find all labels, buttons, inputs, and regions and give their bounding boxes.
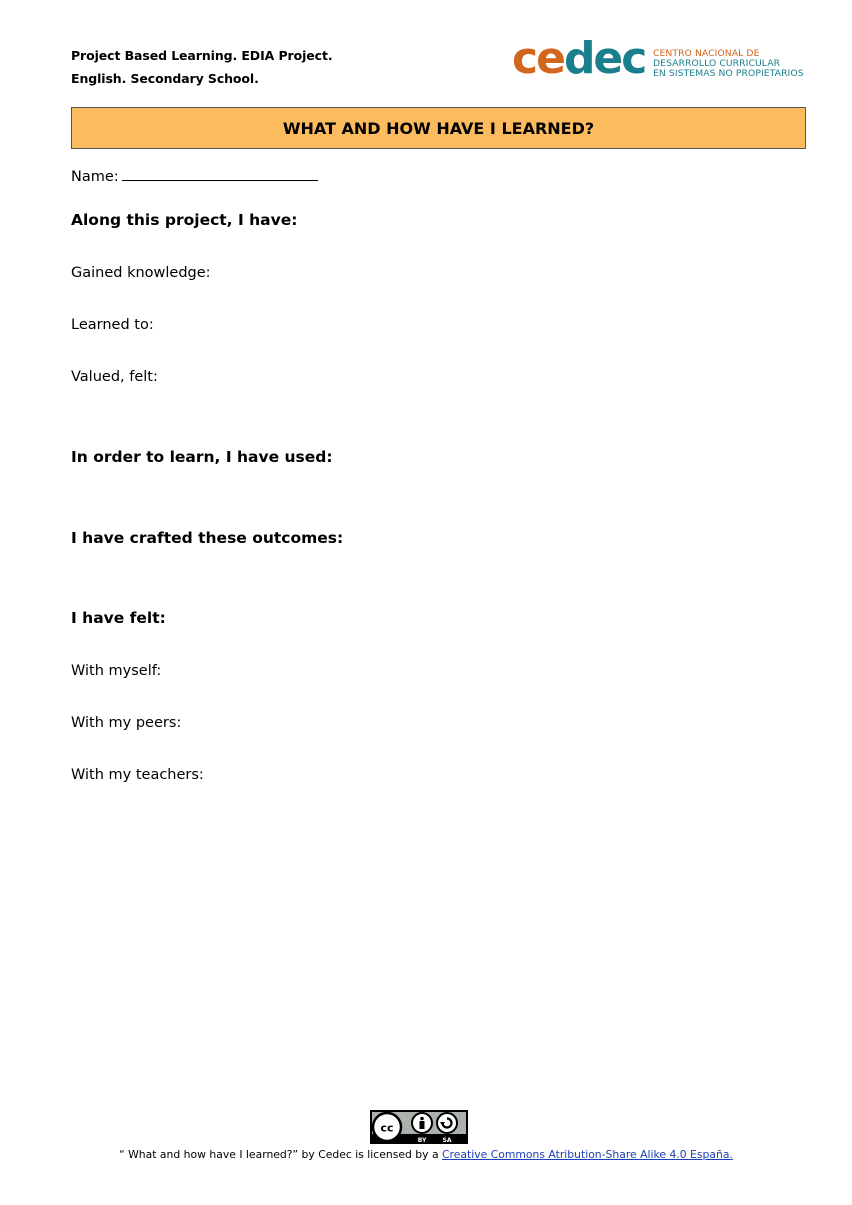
logo-subtitle [653, 49, 804, 79]
item-learned-to: Learned to: [71, 317, 154, 333]
cc-badge-by-label: BY [417, 1137, 427, 1144]
logo-brand-part-2: dec [563, 33, 646, 84]
logo-subtitle-line-2: DESARROLLO CURRICULAR [653, 58, 781, 69]
item-valued-felt: Valued, felt: [71, 369, 158, 385]
logo-subtitle-line-3: EN SISTEMAS NO PROPIETARIOS [653, 68, 804, 79]
logo-subtitle-line-1: CENTRO NACIONAL DE [653, 48, 760, 59]
page-title: WHAT AND HOW HAVE I LEARNED? [71, 107, 806, 149]
cc-badge-sa-label: SA [442, 1137, 452, 1144]
heading-in-order-to-learn: In order to learn, I have used: [71, 448, 333, 466]
license-footer [0, 1148, 852, 1161]
cedec-logo [512, 33, 812, 88]
logo-brand-part-1: ce [512, 33, 564, 84]
heading-crafted-outcomes: I have crafted these outcomes: [71, 529, 344, 547]
heading-along-project: Along this project, I have: [71, 211, 298, 229]
header-line-2: English. Secondary School. [71, 71, 259, 86]
header-line-1: Project Based Learning. EDIA Project. [71, 48, 333, 63]
item-with-my-teachers: With my teachers: [71, 767, 204, 783]
cc-badge-cc-text: cc [380, 1121, 394, 1135]
heading-i-have-felt: I have felt: [71, 609, 166, 627]
item-with-myself: With myself: [71, 663, 162, 679]
license-text: “ What and how have I learned?” by Cedec is licensed by a [119, 1148, 439, 1161]
item-gained-knowledge: Gained knowledge: [71, 265, 211, 281]
cc-by-sa-badge-icon [370, 1110, 468, 1144]
name-field-row [71, 166, 318, 185]
name-label: Name: [71, 169, 119, 185]
item-with-my-peers: With my peers: [71, 715, 182, 731]
license-link[interactable]: Creative Commons Atribution-Share Alike 4.0 España. [442, 1148, 733, 1161]
name-blank-line[interactable] [122, 166, 318, 181]
logo-wordmark [512, 34, 645, 84]
